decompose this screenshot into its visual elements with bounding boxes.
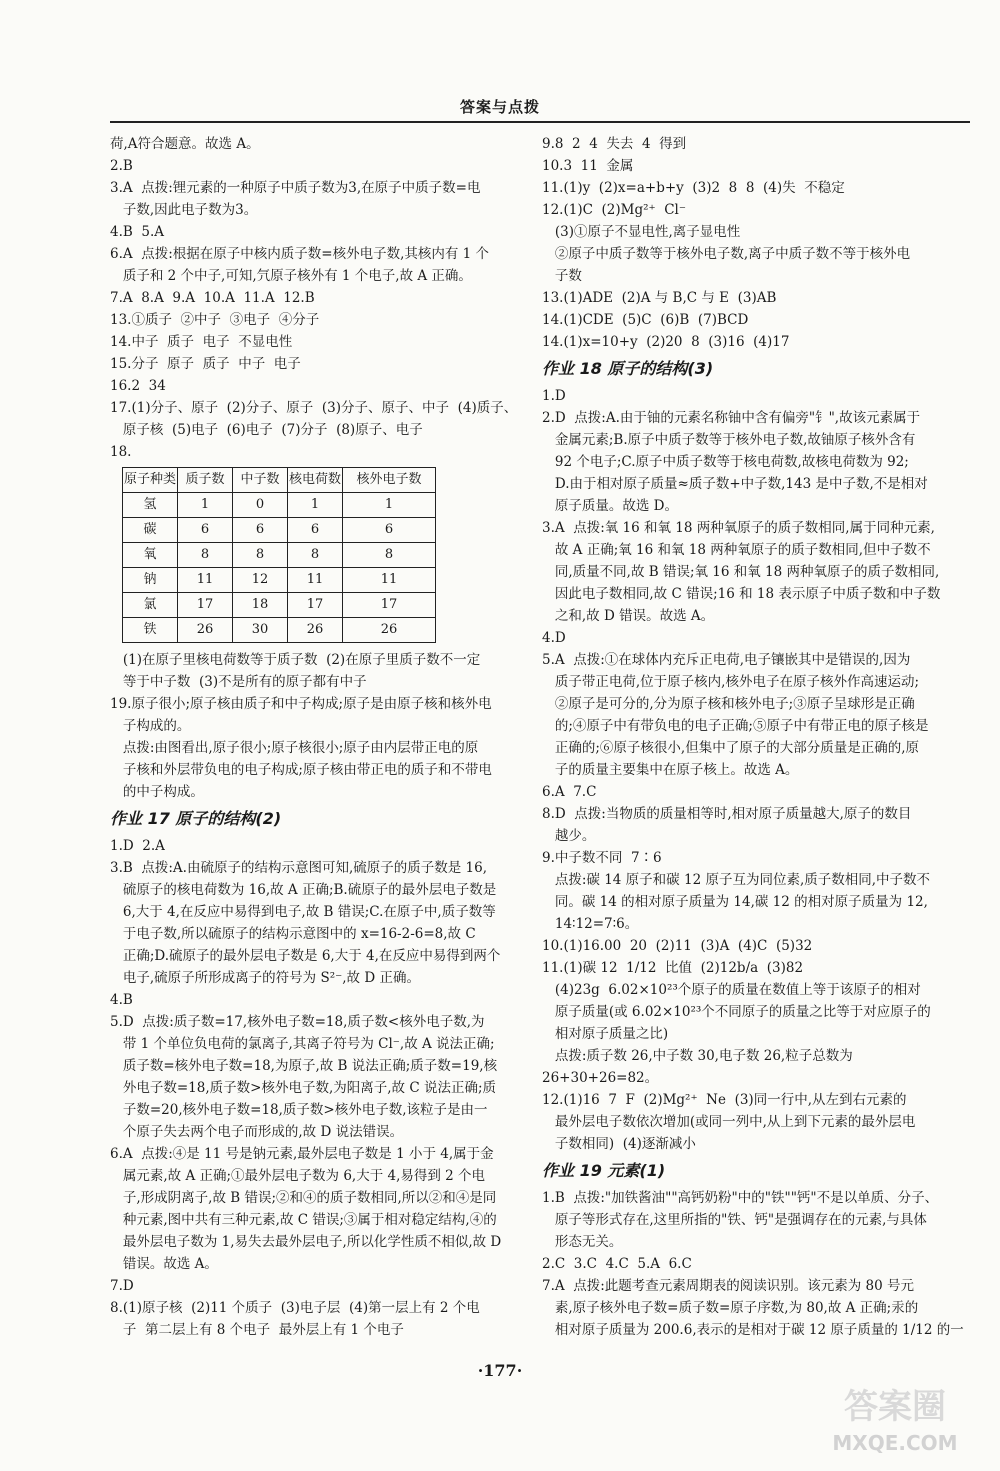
table-cell: 1 [343, 493, 436, 518]
table-header-cell: 核电荷数 [288, 468, 343, 493]
answer-line: 10.(1)16.00 20 (2)11 (3)A (4)C (5)32 [542, 938, 813, 954]
answer-line: 1.D [542, 388, 566, 404]
table-cell: 8 [343, 543, 436, 568]
table-cell: 17 [343, 593, 436, 618]
table-cell: 11 [343, 568, 436, 593]
answer-line: 8.D 点拨:当物质的质量相等时,相对原子质量越大,原子的数目 [542, 806, 912, 822]
table-row [123, 493, 436, 518]
left-column [110, 133, 528, 1341]
table-cell: 26 [343, 618, 436, 643]
answer-line: 等于中子数 (3)不是所有的原子都有中子 [110, 674, 367, 690]
table-header-cell: 核外电子数 [343, 468, 436, 493]
answer-line: (4)23g 6.02×10²³个原子的质量在数值上等于该原子的相对 [542, 982, 921, 998]
answer-line: 子数相同) (4)逐渐减小 [542, 1136, 696, 1152]
answer-line: 14.(1)x=10+y (2)20 8 (3)16 (4)17 [542, 334, 790, 350]
atom-table-body [123, 493, 436, 643]
answer-line: 4.D [542, 630, 566, 646]
page-number: ·177· [477, 1361, 523, 1380]
table-cell: 8 [288, 543, 343, 568]
answer-line: 原子质量(或 6.02×10²³个不同原子的质量之比等于对应原子的 [542, 1004, 931, 1020]
answer-line: 18. [110, 444, 132, 460]
answer-line: ②原子是可分的,分为原子核和核外电子;③原子呈球形是正确 [542, 696, 915, 712]
answer-line: 种元素,图中共有三种元素,故 C 错误;③属于相对稳定结构,④的 [110, 1212, 497, 1228]
answer-line: 原子等形式存在,这里所指的"铁、钙"是强调存在的元素,与具体 [542, 1212, 927, 1228]
table-cell: 1 [178, 493, 233, 518]
section-heading-18: 作业 18 原子的结构(3) [542, 359, 714, 378]
left-bottom-answers [110, 835, 528, 1341]
answer-line: 9.8 2 4 失去 4 得到 [542, 136, 687, 152]
answer-line: 点拨:由图看出,原子很小;原子核很小;原子由内层带正电的原 [110, 740, 479, 756]
answer-line: 外电子数=18,质子数>核外电子数,为阳离子,故 C 说法正确;质 [110, 1080, 497, 1096]
answer-line: 子,形成阴离子,故 B 错误;②和④的质子数相同,所以②和④是同 [110, 1190, 497, 1206]
answer-line: 相对原子质量之比) [542, 1026, 669, 1042]
table-cell: 1 [288, 493, 343, 518]
answer-line: 金属元素;B.原子中质子数等于核外电子数,故铀原子核外含有 [542, 432, 916, 448]
table-cell: 17 [178, 593, 233, 618]
answer-line: 形态无关。 [542, 1234, 623, 1250]
watermark-logo [820, 1380, 970, 1460]
answer-line: 3.A 点拨:锂元素的一种原子中质子数为3,在原子中质子数=电 [110, 180, 481, 196]
table-cell: 18 [233, 593, 288, 618]
answer-line: 11.(1)碳 12 1/12 比值 (2)12b/a (3)82 [542, 960, 804, 976]
answer-line: 12.(1)C (2)Mg²⁺ Cl⁻ [542, 202, 686, 218]
answer-line: 7.A 点拨:此题考查元素周期表的阅读识别。该元素为 80 号元 [542, 1278, 915, 1294]
table-cell: 氢 [123, 493, 178, 518]
answer-line: 17.(1)分子、原子 (2)分子、原子 (3)分子、原子、中子 (4)质子、 [110, 400, 518, 416]
right-column [542, 133, 972, 1341]
answer-line: 4.B 5.A [110, 224, 165, 240]
atom-table [122, 467, 436, 643]
answer-line: 因此电子数相同,故 C 错误;16 和 18 表示原子中质子数和中子数 [542, 586, 941, 602]
answer-line: 5.A 点拨:①在球体内充斥正电荷,电子镶嵌其中是错误的,因为 [542, 652, 911, 668]
answer-line: 子核和外层带负电的电子构成;原子核由带正电的质子和不带电 [110, 762, 492, 778]
answer-line: 3.A 点拨:氧 16 和氧 18 两种氧原子的质子数相同,属于同种元素, [542, 520, 935, 536]
answer-line: 19.原子很小;原子核由质子和中子构成;原子是由原子核和核外电 [110, 696, 492, 712]
answer-line: 16.2 34 [110, 378, 166, 394]
answer-line: 9.中子数不同 7∶6 [542, 850, 662, 866]
answer-line: 个原子失去两个电子而形成的,故 D 说法错误。 [110, 1124, 404, 1140]
table-cell: 碳 [123, 518, 178, 543]
table-cell: 8 [178, 543, 233, 568]
table-cell: 6 [288, 518, 343, 543]
table-cell: 26 [288, 618, 343, 643]
table-cell: 11 [178, 568, 233, 593]
table-cell: 0 [233, 493, 288, 518]
answer-line: 之和,故 D 错误。故选 A。 [542, 608, 715, 624]
table-cell: 铁 [123, 618, 178, 643]
answer-line: 6,大于 4,在反应中易得到电子,故 B 错误;C.在原子中,质子数等 [110, 904, 496, 920]
answer-line: 带 1 个单位负电荷的氯离子,其离子符号为 Cl⁻,故 A 说法正确; [110, 1036, 495, 1052]
answer-line: 1.B 点拨:"加铁酱油""高钙奶粉"中的"铁""钙"不是以单质、分子、 [542, 1190, 939, 1206]
table-cell: 30 [233, 618, 288, 643]
answer-line: 15.分子 原子 质子 中子 电子 [110, 356, 301, 372]
answer-line: 13.①质子 ②中子 ③电子 ④分子 [110, 312, 320, 328]
answer-line: 2.B [110, 158, 133, 174]
table-cell: 氯 [123, 593, 178, 618]
right-bottom-answers [542, 1187, 972, 1341]
answer-line: 1.D 2.A [110, 838, 165, 854]
answer-line: 于电子数,所以硫原子的结构示意图中的 x=16-2-6=8,故 C [110, 926, 476, 942]
section-heading-19: 作业 19 元素(1) [542, 1161, 666, 1180]
table-cell: 6 [233, 518, 288, 543]
atom-table-header-row [123, 468, 436, 493]
header-divider [110, 121, 970, 123]
answer-line: 子构成的。 [110, 718, 191, 734]
answer-line: 越少。 [542, 828, 596, 844]
answer-line: 4.B [110, 992, 133, 1008]
table-row [123, 618, 436, 643]
answer-line: 子数,因此电子数为3。 [110, 202, 258, 218]
left-mid-answers [110, 649, 528, 803]
answer-line: 14.中子 质子 电子 不显电性 [110, 334, 293, 350]
answer-line: 同。碳 14 的相对原子质量为 14,碳 12 的相对原子质量为 12, [542, 894, 928, 910]
answer-line: 子 第二层上有 8 个电子 最外层上有 1 个电子 [110, 1322, 404, 1338]
answer-line: ②原子中质子数等于核外电子数,离子中质子数不等于核外电 [542, 246, 911, 262]
answer-line: 92 个电子;C.原子中质子数等于核电荷数,故核电荷数为 92; [542, 454, 909, 470]
table-row [123, 518, 436, 543]
answer-line: (1)在原子里核电荷数等于质子数 (2)在原子里质子数不一定 [110, 652, 481, 668]
answer-line: 硫原子的核电荷数为 16,故 A 正确;B.硫原子的最外层电子数是 [110, 882, 497, 898]
answer-line: 属元素,故 A 正确;①最外层电子数为 6,大于 4,易得到 2 个电 [110, 1168, 486, 1184]
answer-line: 12.(1)16 7 F (2)Mg²⁺ Ne (3)同一行中,从左到右元素的 [542, 1092, 907, 1108]
answer-line: 原子质量。故选 D。 [542, 498, 678, 514]
answer-line: 同,质量不同,故 B 错误;氧 16 和氧 18 两种氧原子的质子数相同, [542, 564, 940, 580]
answer-line: 13.(1)ADE (2)A 与 B,C 与 E (3)AB [542, 290, 777, 306]
answer-line: 荷,A符合题意。故选 A。 [110, 136, 260, 152]
answer-line: 2.C 3.C 4.C 5.A 6.C [542, 1256, 692, 1272]
answer-line: 子数 [542, 268, 582, 284]
section-heading-17: 作业 17 原子的结构(2) [110, 809, 282, 828]
table-header-cell: 原子种类 [123, 468, 178, 493]
table-header-cell: 中子数 [233, 468, 288, 493]
answer-line: 点拨:质子数 26,中子数 30,电子数 26,粒子总数为 26+30+26=82。 [542, 1048, 858, 1086]
watermark-text: 答案圈 [844, 1387, 946, 1427]
table-cell: 12 [233, 568, 288, 593]
table-cell: 钠 [123, 568, 178, 593]
answer-line: 7.A 8.A 9.A 10.A 11.A 12.B [110, 290, 315, 306]
answer-line: (3)①原子不显电性,离子显电性 [542, 224, 741, 240]
answer-line: 原子核 (5)电子 (6)电子 (7)分子 (8)原子、电子 [110, 422, 423, 438]
answer-line: 子数=20,核外电子数=18,质子数>核外电子数,该粒子是由一 [110, 1102, 488, 1118]
right-mid-answers [542, 385, 972, 1155]
answer-line: 正确的;⑥原子核很小,但集中了原子的大部分质量是正确的,原 [542, 740, 920, 756]
answer-line: 6.A 7.C [542, 784, 597, 800]
watermark-url: MXQE.COM [832, 1431, 958, 1455]
answer-line: 的;④原子中有带负电的电子正确;⑤原子中有带正电的原子核是 [542, 718, 929, 734]
answer-line: 子的质量主要集中在原子核上。故选 A。 [542, 762, 799, 778]
answer-line: 11.(1)y (2)x=a+b+y (3)2 8 8 (4)失 不稳定 [542, 180, 845, 196]
answer-line: 质子数=核外电子数=18,为原子,故 B 说法正确;质子数=19,核 [110, 1058, 498, 1074]
table-cell: 26 [178, 618, 233, 643]
table-cell: 6 [178, 518, 233, 543]
answer-line: 10.3 11 金属 [542, 158, 634, 174]
right-top-answers [542, 133, 972, 353]
answer-line: D.由于相对原子质量≈质子数+中子数,143 是中子数,不是相对 [542, 476, 928, 492]
table-cell: 6 [343, 518, 436, 543]
answer-line: 8.(1)原子核 (2)11 个质子 (3)电子层 (4)第一层上有 2 个电 [110, 1300, 480, 1316]
answer-line: 7.D [110, 1278, 134, 1294]
answer-line: 质子带正电荷,位于原子核内,核外电子在原子核外作高速运动; [542, 674, 920, 690]
answer-line: 6.A 点拨:④是 11 号是钠元素,最外层电子数是 1 小于 4,属于金 [110, 1146, 494, 1162]
page-header-title: 答案与点拨 [459, 98, 540, 116]
answer-line: 2.D 点拨:A.由于铀的元素名称铀中含有偏旁"钅",故该元素属于 [542, 410, 921, 426]
answer-line: 5.D 点拨:质子数=17,核外电子数=18,质子数<核外电子数,为 [110, 1014, 485, 1030]
answer-line: 错误。故选 A。 [110, 1256, 218, 1272]
left-top-answers [110, 133, 528, 463]
answer-line: 故 A 正确;氧 16 和氧 18 两种氧原子的质子数相同,但中子数不 [542, 542, 931, 558]
answer-line: 的中子构成。 [110, 784, 204, 800]
answer-line: 最外层电子数依次增加(或同一列中,从上到下元素的最外层电 [542, 1114, 916, 1130]
table-row [123, 543, 436, 568]
table-header-cell: 质子数 [178, 468, 233, 493]
table-cell: 17 [288, 593, 343, 618]
answer-line: 相对原子质量为 200.6,表示的是相对于碳 12 原子质量的 1/12 的一 [542, 1322, 964, 1338]
table-row [123, 593, 436, 618]
answer-line: 14.(1)CDE (5)C (6)B (7)BCD [542, 312, 749, 328]
table-row [123, 568, 436, 593]
answer-line: 14∶12=7∶6。 [542, 916, 639, 932]
answer-line: 素,原子核外电子数=质子数=原子序数,为 80,故 A 正确;汞的 [542, 1300, 919, 1316]
answer-line: 正确;D.硫原子的最外层电子数是 6,大于 4,在反应中易得到两个 [110, 948, 501, 964]
answer-line: 3.B 点拨:A.由硫原子的结构示意图可知,硫原子的质子数是 16, [110, 860, 488, 876]
answer-line: 最外层电子数为 1,易失去最外层电子,所以化学性质不相似,故 D [110, 1234, 502, 1250]
table-cell: 8 [233, 543, 288, 568]
answer-line: 质子和 2 个中子,可知,氕原子核外有 1 个电子,故 A 正确。 [110, 268, 472, 284]
table-cell: 氧 [123, 543, 178, 568]
answer-line: 点拨:碳 14 原子和碳 12 原子互为同位素,质子数相同,中子数不 [542, 872, 931, 888]
table-cell: 11 [288, 568, 343, 593]
answer-line: 6.A 点拨:根据在原子中核内质子数=核外电子数,其核内有 1 个 [110, 246, 490, 262]
answer-line: 电子,硫原子所形成离子的符号为 S²⁻,故 D 正确。 [110, 970, 420, 986]
